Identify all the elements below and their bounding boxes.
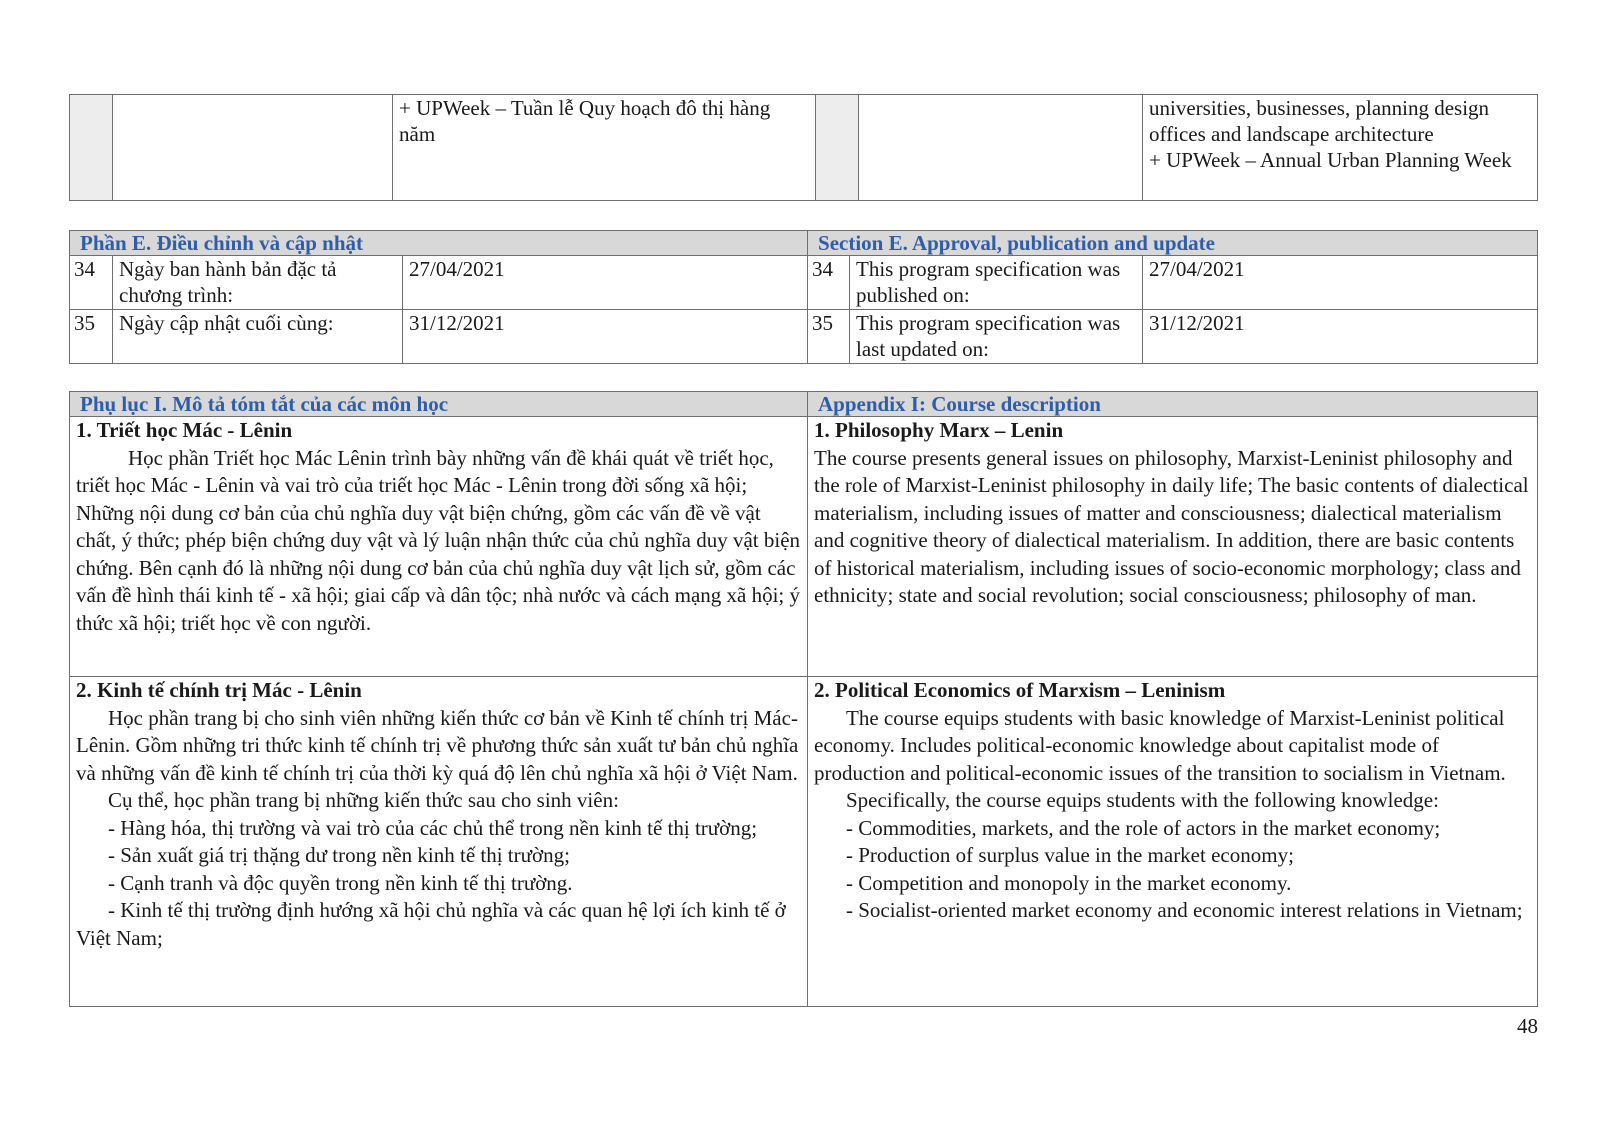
course-vn-cell [70,677,808,1007]
row-label: Ngày ban hành bản đặc tả chương trình: [113,256,403,310]
section-e-table [69,230,1538,364]
row-value: 27/04/2021 [403,256,808,310]
course-title: 1. Philosophy Marx – Lenin [814,418,1064,442]
course-paragraph: The course equips students with basic knowledge of Marxist-Leninist political economy. Includes political-economic knowledge about capitalist mode of production and political-economic issues of the transition to socialism in Vietnam. [814,705,1506,785]
blank-cell [859,95,1143,201]
row-value: 27/04/2021 [1143,256,1538,310]
row-label: Ngày cập nhật cuối cùng: [113,310,403,364]
vn-upweek-cell: + UPWeek – Tuần lễ Quy hoạch đô thị hàng năm [393,95,816,201]
course-title: 1. Triết học Mác - Lênin [76,418,293,442]
section-e-vn-heading: Phần E. Điều chỉnh và cập nhật [70,231,808,256]
row-label: This program specification was last updated on: [850,310,1143,364]
row-number: 35 [70,310,113,364]
course-paragraph: Cụ thể, học phần trang bị những kiến thức sau cho sinh viên: [108,788,619,812]
en-upweek-cell: universities, businesses, planning design offices and landscape architecture + UPWeek – Annual Urban Planning Week [1143,95,1538,201]
course-bullet: - Cạnh tranh và độc quyền trong nền kinh tế thị trường. [108,870,573,895]
appendix-en-heading: Appendix I: Course description [808,392,1538,417]
course-bullet: - Commodities, markets, and the role of actors in the market economy; [846,815,1441,840]
section-e-en-heading: Section E. Approval, publication and update [808,231,1538,256]
course-bullet: - Hàng hóa, thị trường và vai trò của các chủ thể trong nền kinh tế thị trường; [108,815,758,840]
row-number: 34 [70,256,113,310]
course-en-cell [808,417,1538,677]
course-paragraph: Học phần Triết học Mác Lênin trình bày những vấn đề khái quát về triết học, triết học Mác - Lênin và vai trò của triết học Mác - Lênin trong đời sống xã hội; Những nội dung cơ bản của chủ nghĩa duy vật biện chứng, gồm các vấn đề về vật chất, ý thức; phép biện chứng duy vật và lý luận nhận thức của chủ nghĩa duy vật biện chứng. Bên cạnh đó là những nội dung cơ bản của chủ nghĩa duy vật lịch sử, gồm các vấn đề hình thái kinh tế - xã hội; giai cấp và dân tộc; nhà nước và cách mạng xã hội; ý thức xã hội; triết học về con người. [76,445,801,635]
page-number: 48 [1517,1014,1538,1038]
blank-cell [70,95,113,201]
course-bullet: - Kinh tế thị trường định hướng xã hội chủ nghĩa và các quan hệ lợi ích kinh tế ở Việt Nam; [76,898,786,950]
course-bullet: - Competition and monopoly in the market economy. [846,870,1292,895]
appendix-table [69,391,1538,1007]
row-value: 31/12/2021 [1143,310,1538,364]
course-en-cell [808,677,1538,1007]
course-paragraph: The course presents general issues on philosophy, Marxist-Leninist philosophy and the role of Marxist-Leninist philosophy in daily life; The basic contents of dialectical materialism, including issues of matter and consciousness; dialectical materialism and cognitive theory of dialectical materialism. In addition, there are basic contents of historical materialism, including issues of socio-economic morphology; class and ethnicity; state and social revolution; social consciousness; philosophy of man. [814,445,1529,607]
course-paragraph: Specifically, the course equips students with the following knowledge: [846,788,1439,812]
course-title: 2. Kinh tế chính trị Mác - Lênin [76,678,362,702]
course-row [70,677,1538,1007]
course-bullet: - Production of surplus value in the market economy; [846,843,1294,867]
course-paragraph: Học phần trang bị cho sinh viên những kiến thức cơ bản về Kinh tế chính trị Mác-Lênin. Gồm những tri thức kinh tế chính trị về phương thức sản xuất tư bản chủ nghĩa và những vấn đề kinh tế chính trị của thời kỳ quá độ lên chủ nghĩa xã hội ở Việt Nam. [76,705,799,785]
course-title: 2. Political Economics of Marxism – Leninism [814,678,1226,702]
course-bullet: - Socialist-oriented market economy and economic interest relations in Vietnam; [846,898,1523,922]
course-bullet: - Sản xuất giá trị thặng dư trong nền kinh tế thị trường; [108,843,570,867]
course-vn-cell [70,417,808,677]
continuation-table [69,94,1538,201]
appendix-vn-heading: Phụ lục I. Mô tả tóm tắt của các môn học [70,392,808,417]
table-row [70,256,1538,310]
row-value: 31/12/2021 [403,310,808,364]
row-number: 35 [808,310,850,364]
course-row [70,417,1538,677]
row-label: This program specification was published on: [850,256,1143,310]
blank-cell [816,95,859,201]
row-number: 34 [808,256,850,310]
blank-cell [113,95,393,201]
table-row [70,310,1538,364]
